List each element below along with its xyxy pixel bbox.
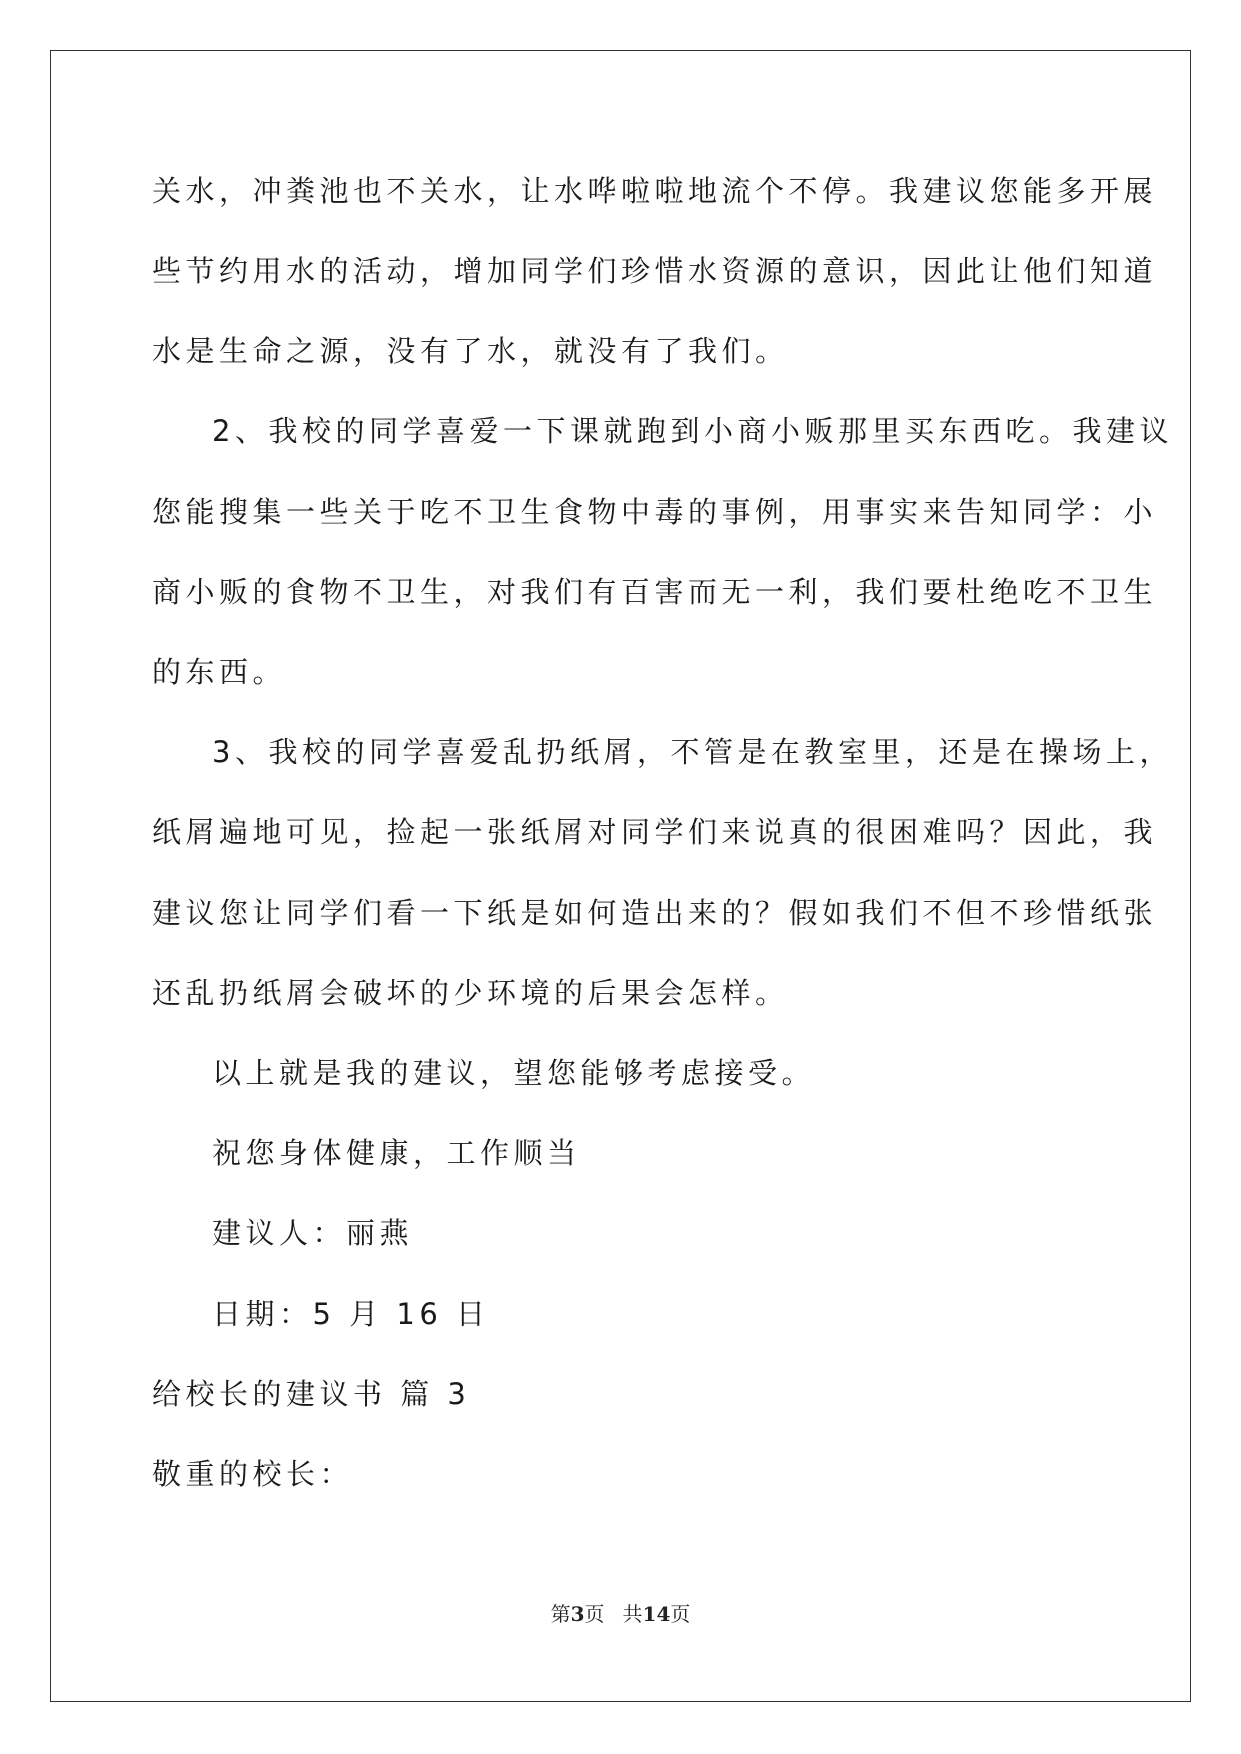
- paragraph-line: 2、我校的同学喜爱一下课就跑到小商小贩那里买东西吃。我建议: [212, 414, 1173, 448]
- paragraph-line: 些节约用水的活动，增加同学们珍惜水资源的意识，因此让他们知道: [152, 254, 1158, 288]
- section-heading: 给校长的建议书 篇 3: [152, 1377, 471, 1411]
- paragraph-line: 水是生命之源，没有了水，就没有了我们。: [152, 334, 789, 368]
- total-suffix: 页: [670, 1602, 691, 1626]
- paragraph-line: 关水，冲粪池也不关水，让水哗啦啦地流个不停。我建议您能多开展: [152, 174, 1158, 208]
- paragraph-line: 纸屑遍地可见，捡起一张纸屑对同学们来说真的很困难吗？因此，我: [152, 815, 1158, 849]
- page-prefix: 第: [550, 1602, 571, 1626]
- paragraph-line: 商小贩的食物不卫生，对我们有百害而无一利，我们要杜绝吃不卫生: [152, 575, 1158, 609]
- paragraph-line: 3、我校的同学喜爱乱扔纸屑，不管是在教室里，还是在操场上，: [212, 735, 1173, 769]
- paragraph-line: 还乱扔纸屑会破坏的少环境的后果会怎样。: [152, 976, 789, 1010]
- page-footer: [0, 1600, 1241, 1628]
- total-prefix: 共: [622, 1602, 643, 1626]
- paragraph-line: 建议您让同学们看一下纸是如何造出来的？假如我们不但不珍惜纸张: [152, 896, 1158, 930]
- page-mid: 页: [584, 1602, 605, 1626]
- date-line: 日期：5 月 16 日: [212, 1297, 490, 1331]
- paragraph-line: 的东西。: [152, 655, 287, 689]
- salutation-line: 敬重的校长：: [152, 1457, 354, 1491]
- page-total: 14: [642, 1602, 671, 1626]
- paragraph-line: 您能搜集一些关于吃不卫生食物中毒的事例，用事实来告知同学：小: [152, 495, 1158, 529]
- page-current: 3: [570, 1602, 585, 1626]
- closing-line: 以上就是我的建议，望您能够考虑接受。: [212, 1056, 816, 1090]
- signature-line: 建议人：丽燕: [212, 1216, 414, 1250]
- greeting-line: 祝您身体健康，工作顺当: [212, 1136, 581, 1170]
